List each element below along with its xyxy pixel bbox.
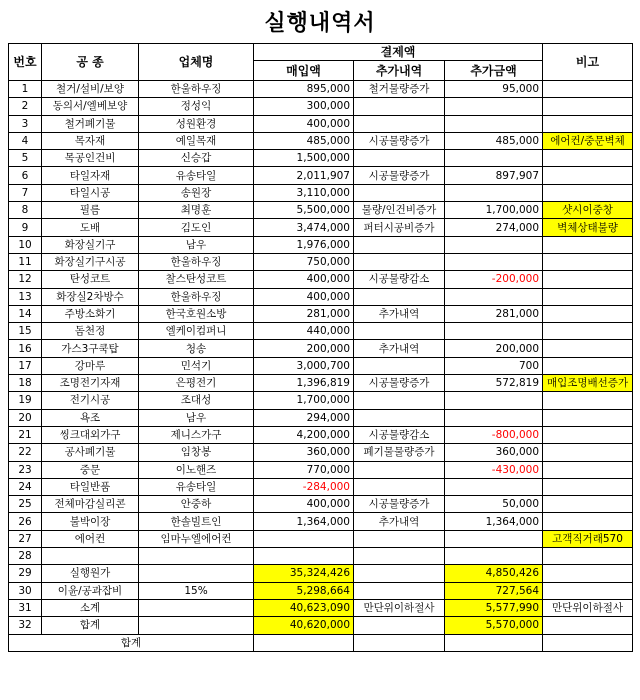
row-company <box>139 548 254 565</box>
row-purchase: 1,500,000 <box>254 150 354 167</box>
row-note <box>543 167 633 184</box>
summary-label: 소계 <box>42 599 139 616</box>
summary-purchase: 35,324,426 <box>254 565 354 582</box>
summary-add-detail <box>354 582 445 599</box>
row-purchase: 200,000 <box>254 340 354 357</box>
table-row <box>9 496 633 513</box>
row-number: 7 <box>9 184 42 201</box>
row-add-detail <box>354 478 445 495</box>
footer-empty-cell <box>254 634 354 651</box>
row-number: 3 <box>9 115 42 132</box>
table-row <box>9 513 633 530</box>
row-company: 한솔빌트인 <box>139 513 254 530</box>
row-work: 불박이장 <box>42 513 139 530</box>
footer-empty-cell <box>445 634 543 651</box>
table-row <box>9 461 633 478</box>
row-number: 15 <box>9 323 42 340</box>
table-row <box>9 392 633 409</box>
table-row <box>9 167 633 184</box>
header-add-amount: 추가금액 <box>445 61 543 81</box>
table-row <box>9 81 633 98</box>
row-company: 남우 <box>139 236 254 253</box>
row-work: 전체마감실리콘 <box>42 496 139 513</box>
table-row <box>9 132 633 149</box>
row-company: 최명훈 <box>139 202 254 219</box>
row-add-detail <box>354 461 445 478</box>
footer-row <box>9 634 633 651</box>
summary-number: 31 <box>9 599 42 616</box>
summary-purchase: 40,623,090 <box>254 599 354 616</box>
row-company: 이노핸즈 <box>139 461 254 478</box>
row-add-detail <box>354 150 445 167</box>
row-work: 철거폐기물 <box>42 115 139 132</box>
row-work: 화장실기구시공 <box>42 253 139 270</box>
row-add-detail: 시공물량증가 <box>354 167 445 184</box>
row-purchase: 5,500,000 <box>254 202 354 219</box>
row-company: 성원환경 <box>139 115 254 132</box>
row-add-detail: 퍼터시공비증가 <box>354 219 445 236</box>
row-purchase: -284,000 <box>254 478 354 495</box>
row-purchase: 2,011,907 <box>254 167 354 184</box>
row-add-detail: 시공물량증가 <box>354 375 445 392</box>
row-note <box>543 461 633 478</box>
row-add-amount: -200,000 <box>445 271 543 288</box>
row-company: 유송타일 <box>139 478 254 495</box>
summary-number: 32 <box>9 617 42 634</box>
summary-row <box>9 599 633 616</box>
row-add-amount: 281,000 <box>445 305 543 322</box>
row-number: 18 <box>9 375 42 392</box>
header-payment: 결제액 <box>254 44 543 61</box>
row-purchase <box>254 548 354 565</box>
table-row <box>9 357 633 374</box>
table-row <box>9 409 633 426</box>
row-number: 19 <box>9 392 42 409</box>
row-work <box>42 548 139 565</box>
row-note <box>543 323 633 340</box>
row-note <box>543 81 633 98</box>
row-add-amount: 485,000 <box>445 132 543 149</box>
row-company: 제니스가구 <box>139 426 254 443</box>
table-row <box>9 271 633 288</box>
row-work: 가스3구쿡탑 <box>42 340 139 357</box>
table-row <box>9 305 633 322</box>
row-company: 남우 <box>139 409 254 426</box>
row-note <box>543 478 633 495</box>
row-number: 24 <box>9 478 42 495</box>
row-number: 27 <box>9 530 42 547</box>
row-work: 강마루 <box>42 357 139 374</box>
row-add-detail <box>354 548 445 565</box>
summary-note <box>543 617 633 634</box>
row-work: 목자재 <box>42 132 139 149</box>
row-add-detail: 폐기물물량증가 <box>354 444 445 461</box>
row-company: 임마누엘에어컨 <box>139 530 254 547</box>
row-work: 타일자재 <box>42 167 139 184</box>
row-purchase: 1,364,000 <box>254 513 354 530</box>
row-purchase: 400,000 <box>254 115 354 132</box>
table-row <box>9 530 633 547</box>
table-row <box>9 184 633 201</box>
summary-add-detail <box>354 617 445 634</box>
row-company: 정성익 <box>139 98 254 115</box>
row-note <box>543 288 633 305</box>
summary-add-amount: 727,564 <box>445 582 543 599</box>
summary-rate <box>139 565 254 582</box>
summary-purchase: 5,298,664 <box>254 582 354 599</box>
row-number: 2 <box>9 98 42 115</box>
row-note: 벽체상태불량 <box>543 219 633 236</box>
row-add-detail <box>354 530 445 547</box>
row-note <box>543 409 633 426</box>
row-add-detail <box>354 288 445 305</box>
header-note: 비고 <box>543 44 633 81</box>
row-work: 전기시공 <box>42 392 139 409</box>
row-add-detail: 철거물량증가 <box>354 81 445 98</box>
row-add-amount: -800,000 <box>445 426 543 443</box>
row-add-amount <box>445 288 543 305</box>
header-work: 공 종 <box>42 44 139 81</box>
row-purchase: 4,200,000 <box>254 426 354 443</box>
row-add-detail: 추가내역 <box>354 340 445 357</box>
row-purchase: 3,110,000 <box>254 184 354 201</box>
row-add-detail: 시공물량감소 <box>354 271 445 288</box>
row-add-amount <box>445 323 543 340</box>
row-purchase: 400,000 <box>254 288 354 305</box>
row-note: 샷시이중창 <box>543 202 633 219</box>
row-note <box>543 184 633 201</box>
row-number: 28 <box>9 548 42 565</box>
row-note <box>543 548 633 565</box>
row-company: 신승갑 <box>139 150 254 167</box>
row-add-amount: 1,700,000 <box>445 202 543 219</box>
row-add-amount <box>445 530 543 547</box>
row-company: 한울하우징 <box>139 288 254 305</box>
header-company: 업체명 <box>139 44 254 81</box>
table-row <box>9 219 633 236</box>
header-purchase: 매입액 <box>254 61 354 81</box>
footer-empty-cell <box>543 634 633 651</box>
row-work: 동의서/엘베보양 <box>42 98 139 115</box>
row-work: 필름 <box>42 202 139 219</box>
row-purchase: 3,474,000 <box>254 219 354 236</box>
row-work: 조명전기자재 <box>42 375 139 392</box>
header-row-1 <box>9 44 633 61</box>
row-purchase: 300,000 <box>254 98 354 115</box>
summary-row <box>9 565 633 582</box>
row-number: 5 <box>9 150 42 167</box>
summary-add-amount: 5,577,990 <box>445 599 543 616</box>
row-add-detail: 물량/인건비증가 <box>354 202 445 219</box>
row-purchase: 294,000 <box>254 409 354 426</box>
row-company: 엘케이컴퍼니 <box>139 323 254 340</box>
row-note <box>543 305 633 322</box>
row-number: 17 <box>9 357 42 374</box>
row-add-amount: 50,000 <box>445 496 543 513</box>
table-row <box>9 236 633 253</box>
row-company: 은평전기 <box>139 375 254 392</box>
row-add-amount: 1,364,000 <box>445 513 543 530</box>
row-purchase: 895,000 <box>254 81 354 98</box>
row-add-amount: 95,000 <box>445 81 543 98</box>
row-add-amount <box>445 478 543 495</box>
row-number: 25 <box>9 496 42 513</box>
table-row <box>9 323 633 340</box>
row-work: 타일반품 <box>42 478 139 495</box>
row-add-amount <box>445 548 543 565</box>
row-add-amount: 700 <box>445 357 543 374</box>
row-company: 김도인 <box>139 219 254 236</box>
row-purchase: 750,000 <box>254 253 354 270</box>
row-company: 안중하 <box>139 496 254 513</box>
row-number: 21 <box>9 426 42 443</box>
row-number: 22 <box>9 444 42 461</box>
summary-row <box>9 582 633 599</box>
row-company: 청송 <box>139 340 254 357</box>
summary-note: 만단위이하절사 <box>543 599 633 616</box>
row-company: 찰스탄성코트 <box>139 271 254 288</box>
summary-rate: 15% <box>139 582 254 599</box>
table-row <box>9 375 633 392</box>
row-add-detail <box>354 357 445 374</box>
row-work: 공사폐기물 <box>42 444 139 461</box>
summary-note <box>543 565 633 582</box>
row-work: 주방소화기 <box>42 305 139 322</box>
row-note: 고객직거래570 <box>543 530 633 547</box>
summary-label: 이윤/공과잡비 <box>42 582 139 599</box>
summary-label: 실행원가 <box>42 565 139 582</box>
summary-rate <box>139 599 254 616</box>
row-add-detail <box>354 115 445 132</box>
row-add-amount <box>445 392 543 409</box>
summary-rate <box>139 617 254 634</box>
row-add-amount: 200,000 <box>445 340 543 357</box>
summary-label: 합계 <box>42 617 139 634</box>
summary-add-amount: 4,850,426 <box>445 565 543 582</box>
footer-total-label: 합계 <box>9 634 254 651</box>
header-no: 번호 <box>9 44 42 81</box>
table-row <box>9 150 633 167</box>
table-row <box>9 202 633 219</box>
row-company: 조대성 <box>139 392 254 409</box>
row-number: 1 <box>9 81 42 98</box>
row-add-detail <box>354 392 445 409</box>
table-row <box>9 478 633 495</box>
row-work: 도배 <box>42 219 139 236</box>
row-add-amount <box>445 236 543 253</box>
row-add-amount <box>445 150 543 167</box>
row-number: 6 <box>9 167 42 184</box>
row-add-amount <box>445 409 543 426</box>
row-number: 14 <box>9 305 42 322</box>
row-company: 한국호원소방 <box>139 305 254 322</box>
row-note <box>543 115 633 132</box>
execution-table <box>8 43 633 652</box>
row-add-detail <box>354 236 445 253</box>
row-note <box>543 426 633 443</box>
row-note <box>543 253 633 270</box>
table-row <box>9 444 633 461</box>
row-note <box>543 444 633 461</box>
row-purchase: 360,000 <box>254 444 354 461</box>
row-number: 23 <box>9 461 42 478</box>
summary-number: 29 <box>9 565 42 582</box>
row-note <box>543 357 633 374</box>
summary-purchase: 40,620,000 <box>254 617 354 634</box>
row-add-amount <box>445 184 543 201</box>
row-number: 9 <box>9 219 42 236</box>
row-purchase: 440,000 <box>254 323 354 340</box>
row-add-detail: 추가내역 <box>354 305 445 322</box>
row-add-amount: 572,819 <box>445 375 543 392</box>
row-purchase: 1,396,819 <box>254 375 354 392</box>
document-title: 실행내역서 <box>264 11 376 36</box>
footer-empty-cell <box>354 634 445 651</box>
row-purchase: 1,700,000 <box>254 392 354 409</box>
row-number: 26 <box>9 513 42 530</box>
row-purchase: 400,000 <box>254 496 354 513</box>
row-company: 한울하우징 <box>139 81 254 98</box>
row-add-detail <box>354 409 445 426</box>
row-number: 12 <box>9 271 42 288</box>
row-add-amount: 274,000 <box>445 219 543 236</box>
row-note <box>543 236 633 253</box>
row-note <box>543 271 633 288</box>
table-row <box>9 340 633 357</box>
table-row <box>9 253 633 270</box>
row-number: 8 <box>9 202 42 219</box>
summary-number: 30 <box>9 582 42 599</box>
row-work: 욕조 <box>42 409 139 426</box>
summary-add-detail: 만단위이하절사 <box>354 599 445 616</box>
row-work: 철거/설비/보양 <box>42 81 139 98</box>
row-add-amount <box>445 98 543 115</box>
row-purchase: 400,000 <box>254 271 354 288</box>
row-note: 에어컨/중문벽체 <box>543 132 633 149</box>
table-row <box>9 115 633 132</box>
row-purchase: 3,000,700 <box>254 357 354 374</box>
row-company: 송원장 <box>139 184 254 201</box>
row-add-detail: 추가내역 <box>354 513 445 530</box>
row-note <box>543 513 633 530</box>
table-row <box>9 426 633 443</box>
row-add-amount <box>445 253 543 270</box>
row-add-detail <box>354 253 445 270</box>
row-work: 중문 <box>42 461 139 478</box>
summary-row <box>9 617 633 634</box>
table-row <box>9 98 633 115</box>
row-note <box>543 340 633 357</box>
row-work: 돔천정 <box>42 323 139 340</box>
row-add-detail: 시공물량증가 <box>354 496 445 513</box>
row-work: 에어컨 <box>42 530 139 547</box>
row-purchase: 770,000 <box>254 461 354 478</box>
row-company: 유송타일 <box>139 167 254 184</box>
row-add-detail <box>354 323 445 340</box>
row-number: 16 <box>9 340 42 357</box>
row-add-detail <box>354 184 445 201</box>
row-note <box>543 98 633 115</box>
summary-note <box>543 582 633 599</box>
row-add-detail: 시공물량감소 <box>354 426 445 443</box>
row-work: 타일시공 <box>42 184 139 201</box>
row-work: 화장실기구 <box>42 236 139 253</box>
row-number: 10 <box>9 236 42 253</box>
header-add-detail: 추가내역 <box>354 61 445 81</box>
row-add-detail: 시공물량증가 <box>354 132 445 149</box>
row-add-amount: -430,000 <box>445 461 543 478</box>
row-number: 4 <box>9 132 42 149</box>
row-note <box>543 496 633 513</box>
row-work: 화장실2차방수 <box>42 288 139 305</box>
row-add-amount <box>445 115 543 132</box>
row-purchase: 281,000 <box>254 305 354 322</box>
table-row <box>9 288 633 305</box>
row-note: 매입조명배선증가 <box>543 375 633 392</box>
row-work: 탄성코트 <box>42 271 139 288</box>
row-purchase: 1,976,000 <box>254 236 354 253</box>
row-company: 민석기 <box>139 357 254 374</box>
row-work: 씽크대외가구 <box>42 426 139 443</box>
row-company: 임창봉 <box>139 444 254 461</box>
row-note <box>543 392 633 409</box>
row-work: 목공인건비 <box>42 150 139 167</box>
table-row <box>9 548 633 565</box>
row-number: 20 <box>9 409 42 426</box>
row-note <box>543 150 633 167</box>
row-company: 한울하우징 <box>139 253 254 270</box>
summary-add-detail <box>354 565 445 582</box>
row-add-amount: 360,000 <box>445 444 543 461</box>
summary-add-amount: 5,570,000 <box>445 617 543 634</box>
row-purchase <box>254 530 354 547</box>
row-number: 13 <box>9 288 42 305</box>
row-company: 예일목재 <box>139 132 254 149</box>
row-purchase: 485,000 <box>254 132 354 149</box>
row-number: 11 <box>9 253 42 270</box>
row-add-detail <box>354 98 445 115</box>
row-add-amount: 897,907 <box>445 167 543 184</box>
